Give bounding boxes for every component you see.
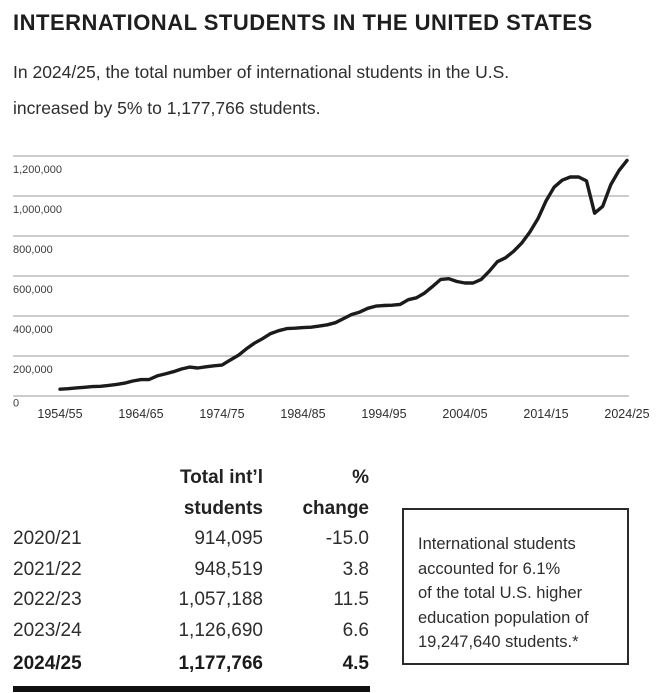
table-header-row-1 (13, 463, 369, 494)
table-bottom-rule (13, 686, 370, 692)
summary-section (0, 455, 670, 693)
table-row (13, 524, 369, 555)
chart-x-tick-label: 1984/85 (280, 407, 326, 421)
callout-line-2: accounted for 6.1% (418, 559, 561, 578)
callout-line-3: of the total U.S. higher (418, 584, 583, 602)
chart-line (60, 160, 627, 389)
table-row (13, 616, 369, 647)
table-header-row-2 (13, 494, 369, 525)
chart-x-tick-label: 2004/05 (442, 407, 488, 421)
col-change-header: % (352, 467, 369, 488)
chart-y-tick-label: 400,000 (13, 324, 53, 336)
chart-x-tick-label: 1974/75 (199, 407, 245, 421)
enrollment-table (13, 463, 369, 680)
chart-y-tick-label: 1,200,000 (13, 164, 62, 176)
row-total: 914,095 (194, 528, 263, 549)
row-change: 6.6 (342, 619, 369, 641)
callout-line-5: 19,247,640 students.* (418, 633, 579, 651)
chart-x-tick-label: 2014/15 (523, 407, 569, 421)
row-year: 2022/23 (13, 589, 82, 610)
row-change: 11.5 (333, 589, 369, 610)
page-title: INTERNATIONAL STUDENTS IN THE UNITED STATES (13, 10, 593, 35)
chart-y-tick-label: 0 (13, 397, 20, 410)
header-spacer (13, 494, 98, 525)
row-year: 2020/21 (13, 528, 82, 549)
row-year: 2024/25 (13, 653, 82, 674)
chart-y-tick-label: 200,000 (13, 364, 53, 376)
subtitle-line-1: In 2024/25, the total number of international students in the U.S. (13, 62, 510, 82)
callout-line-1: International students (418, 535, 576, 553)
row-total: 1,177,766 (178, 653, 263, 674)
table-row (13, 555, 369, 586)
callout-box (402, 508, 629, 665)
chart-x-tick-label: 1994/95 (361, 407, 407, 421)
col-total-header: Total int’l (179, 467, 263, 488)
row-change: -15.0 (325, 528, 369, 549)
chart-x-tick-label: 1954/55 (37, 407, 83, 421)
chart-y-tick-label: 600,000 (13, 284, 53, 296)
callout-line-4: education population of (418, 608, 589, 627)
row-change: 4.5 (342, 653, 369, 674)
table-row (13, 585, 369, 616)
row-total: 948,519 (194, 558, 263, 580)
row-year: 2021/22 (13, 558, 82, 580)
chart-x-tick-label: 1964/65 (118, 407, 164, 421)
col-change-header-2: change (302, 497, 369, 519)
header-spacer (13, 463, 98, 494)
chart-y-tick-label: 800,000 (13, 244, 53, 256)
row-total: 1,126,690 (178, 619, 263, 641)
row-total: 1,057,188 (178, 589, 263, 610)
subtitle-line-2: increased by 5% to 1,177,766 students. (13, 98, 321, 118)
row-change: 3.8 (342, 558, 369, 580)
col-total-header-2: students (183, 497, 263, 519)
enrollment-trend-chart (0, 143, 670, 428)
chart-x-tick-label: 2024/25 (604, 407, 650, 421)
subtitle (13, 54, 670, 126)
table-row-current-year (13, 649, 369, 680)
row-year: 2023/24 (13, 619, 82, 641)
chart-y-tick-label: 1,000,000 (13, 204, 62, 216)
